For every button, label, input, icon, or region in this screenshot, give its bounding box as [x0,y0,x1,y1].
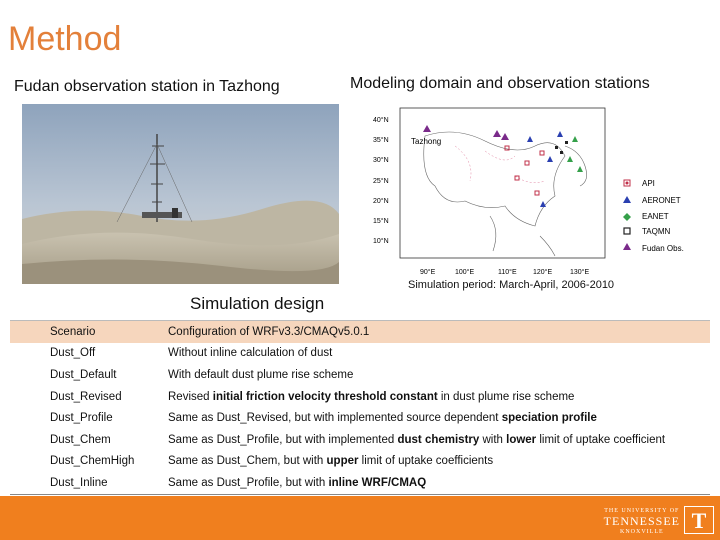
emphasis-text: upper [326,455,359,468]
table-row [10,429,710,451]
lat-label: 30°N [373,157,389,164]
scenario-description [168,391,710,403]
legend-label: API [642,179,655,188]
tazhong-label: Tazhong [411,137,442,146]
map-legend [623,179,684,253]
description-text: With default dust plume rise scheme [168,368,354,381]
table-row [10,343,710,365]
description-text: Same as Dust_Revised, but with implemented source dependent [168,412,502,425]
emphasis-text: inline WRF/CMAQ [328,476,427,489]
photo-subtitle: Fudan observation station in Tazhong [14,78,280,95]
lon-label: 110°E [498,269,517,276]
lon-label: 130°E [570,269,590,276]
legend-label: TAQMN [642,227,671,236]
table-row [10,386,710,408]
emphasis-text: initial friction velocity threshold constant [212,390,438,403]
scenario-name: Dust_Profile [50,412,113,425]
scenario-description [168,455,710,467]
eanet-legend-icon [623,213,631,221]
logo-mark-letter: T [691,508,707,533]
logo-bottom-text: KNOXVILLE [619,529,664,535]
lat-label: 40°N [373,117,389,124]
description-text: Same as Dust_Profile, but with [168,476,329,489]
aeronet-legend-icon [623,196,631,203]
lon-label: 120°E [533,269,553,276]
table-header [10,321,710,343]
description-text: in dust plume rise scheme [437,390,575,403]
table-row [10,451,710,473]
emphasis-text: dust chemistry [397,433,480,446]
scenario-name: Dust_Off [50,347,96,360]
table-row [10,472,710,494]
fudan-obs-legend-icon [623,243,631,250]
map-subtitle: Modeling domain and observation stations [350,75,650,92]
table-row [10,407,710,429]
description-text: limit of uptake coefficient [536,433,666,446]
scenario-name: Dust_Chem [50,433,111,446]
table-row [10,364,710,386]
slide-title: Method [8,20,122,58]
lat-label: 15°N [373,218,389,225]
description-text: Same as Dust_Chem, but with [168,455,327,468]
description-text: Revised [168,390,213,403]
map-caption: Simulation period: March-April, 2006-2010 [408,279,615,291]
taqmn-legend-icon [624,228,630,234]
description-text: Same as Dust_Profile, but with implemented [168,433,398,446]
description-text: limit of uptake coefficients [358,455,494,468]
description-text: with [479,433,507,446]
legend-label: AERONET [642,196,681,205]
description-text: Without inline calculation of dust [168,347,333,360]
simulation-design-table [10,320,710,495]
lat-label: 35°N [373,137,389,144]
lon-label: 100°E [455,269,475,276]
lat-label: 10°N [373,238,389,245]
lat-label: 20°N [373,198,389,205]
emphasis-text: speciation profile [501,412,597,425]
emphasis-text: lower [506,433,537,446]
lon-label: 90°E [420,269,436,276]
scenario-description [168,477,710,489]
scenario-name: Dust_Default [50,368,117,381]
simulation-design-title: Simulation design [190,294,325,313]
university-logo [604,508,680,535]
scenario-description [168,347,710,359]
scenario-name: Dust_ChemHigh [50,455,135,468]
station-photo [22,104,339,284]
scenario-description [168,412,710,424]
scenario-name: Dust_Inline [50,476,108,489]
legend-label: Fudan Obs. [642,244,684,253]
logo-top-text: THE UNIVERSITY OF [604,508,680,514]
scenario-description [168,434,710,446]
logo-main-text: TENNESSEE [603,514,680,528]
legend-label: EANET [642,212,669,221]
header-configuration: Configuration of WRFv3.3/CMAQv5.0.1 [168,325,370,338]
scenario-description [168,369,710,381]
scenario-name: Dust_Revised [50,390,122,403]
tennessee-t-icon [684,506,714,534]
lat-label: 25°N [373,178,389,185]
domain-map [365,106,684,281]
header-scenario: Scenario [50,325,96,338]
